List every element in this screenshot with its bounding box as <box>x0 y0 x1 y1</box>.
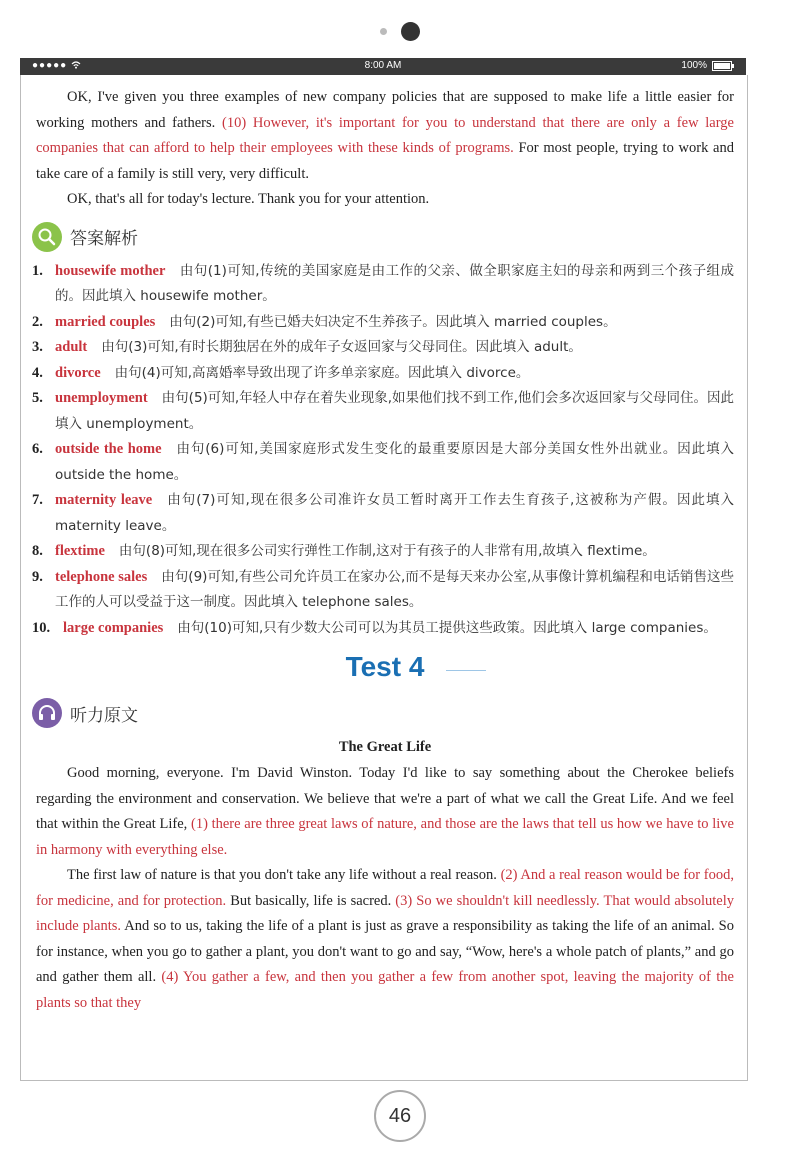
transcript-section-title: 听力原文 <box>70 705 138 726</box>
story-title: The Great Life <box>338 739 432 755</box>
answers-section-header <box>32 221 734 253</box>
answer-item: 2. married couples 由句(2)可知,有些已婚夫妇决定不生养孩子。因此填入 married couples。 <box>32 313 617 330</box>
transcript-paragraph-2: The first law of nature is that you don't take any life without a real reason. (2) And a real reason would be for food, for medicine, and for protection. But basically, life is sacred. (3) So we shouldn't kill needlessly. That would absolutely include plants. And so to us, taking the life of a plant is just as grave a responsibility as taking the life of an animal. So for instance, when you go to gather a plant, you don't want to go and say, “Wow, here's a whole patch of plants,” and go and gather them all. (4) You gather a few, and then you gather a few from another spot, leaving the majority of the plants so that they <box>36 867 734 1011</box>
title-rule <box>446 670 486 671</box>
answer-item: 8. flextime 由句(8)可知,现在很多公司实行弹性工作制,这对于有孩子的人非常有用,故填入 flextime。 <box>32 543 656 559</box>
camera-lens <box>401 22 420 41</box>
test-title: Test 4 <box>36 651 734 689</box>
answers-section-title: 答案解析 <box>70 229 138 249</box>
intro-paragraph-2: OK, that's all for today's lecture. Thank you for your attention. <box>67 191 430 207</box>
signal-indicator: ●●●●● <box>32 60 81 71</box>
status-bar <box>20 58 746 75</box>
answer-item: 1. housewife mother 由句(1)可知,传统的美国家庭是由工作的父亲、做全职家庭主妇的母亲和两到三个孩子组成的。因此填入 housewife mother。 <box>32 262 734 304</box>
answer-list <box>32 259 734 642</box>
intro-paragraph-1: OK, I've given you three examples of new company policies that are supposed to make life a little easier for working mothers and fathers. (10) However, it's important for you to understand that there are only a few large companies that can afford to help their employees with these kinds of programs. For most people, trying to work and take care of a family is still very, very difficult. <box>36 89 734 182</box>
answer-item: 5. unemployment 由句(5)可知,年轻人中存在着失业现象,如果他们找不到工作,他们会多次返回家与父母同住。因此填入 unemployment。 <box>32 390 734 432</box>
transcript-section-header <box>32 697 734 729</box>
status-time: 8:00 AM <box>364 60 402 71</box>
page-number: 46 <box>374 1090 426 1142</box>
page-number-wrap <box>0 1090 800 1142</box>
device-camera <box>0 22 800 41</box>
magnifier-icon <box>32 222 62 252</box>
battery-icon <box>712 61 732 71</box>
transcript-paragraph-1: Good morning, everyone. I'm David Winston. Today I'd like to say something about the Cherokee beliefs regarding the environment and conservation. We believe that we're a part of what we call the Great Life. And we feel that within the Great Life, (1) there are three great laws of nature, and those are the laws that tell us how we have to live in harmony with everything else. <box>36 765 734 858</box>
headphones-icon <box>32 698 62 728</box>
answer-item: 6. outside the home 由句(6)可知,美国家庭形式发生变化的最重要原因是大部分美国女性外出就业。因此填入 outside the home。 <box>32 441 734 483</box>
page-content <box>32 85 734 1016</box>
battery-status <box>681 60 732 71</box>
answer-item: 3. adult 由句(3)可知,有时长期独居在外的成年子女返回家与父母同住。因此填入 adult。 <box>32 339 582 355</box>
camera-sensor <box>380 28 387 35</box>
answer-item: 10. large companies 由句(10)可知,只有少数大公司可以为其员工提供这些政策。因此填入 large companies。 <box>32 619 717 636</box>
answer-item: 7. maternity leave 由句(7)可知,现在很多公司准许女员工暂时离开工作去生育孩子,这被称为产假。因此填入 maternity leave。 <box>32 492 734 534</box>
answer-item: 9. telephone sales 由句(9)可知,有些公司允许员工在家办公,而不是每天来办公室,从事像计算机编程和电话销售这些工作的人可以受益于这一制度。因此填入 telephone sales。 <box>32 568 734 610</box>
answer-item: 4. divorce 由句(4)可知,高离婚率导致出现了许多单亲家庭。因此填入 divorce。 <box>32 364 530 381</box>
battery-percent: 100% <box>681 60 707 71</box>
